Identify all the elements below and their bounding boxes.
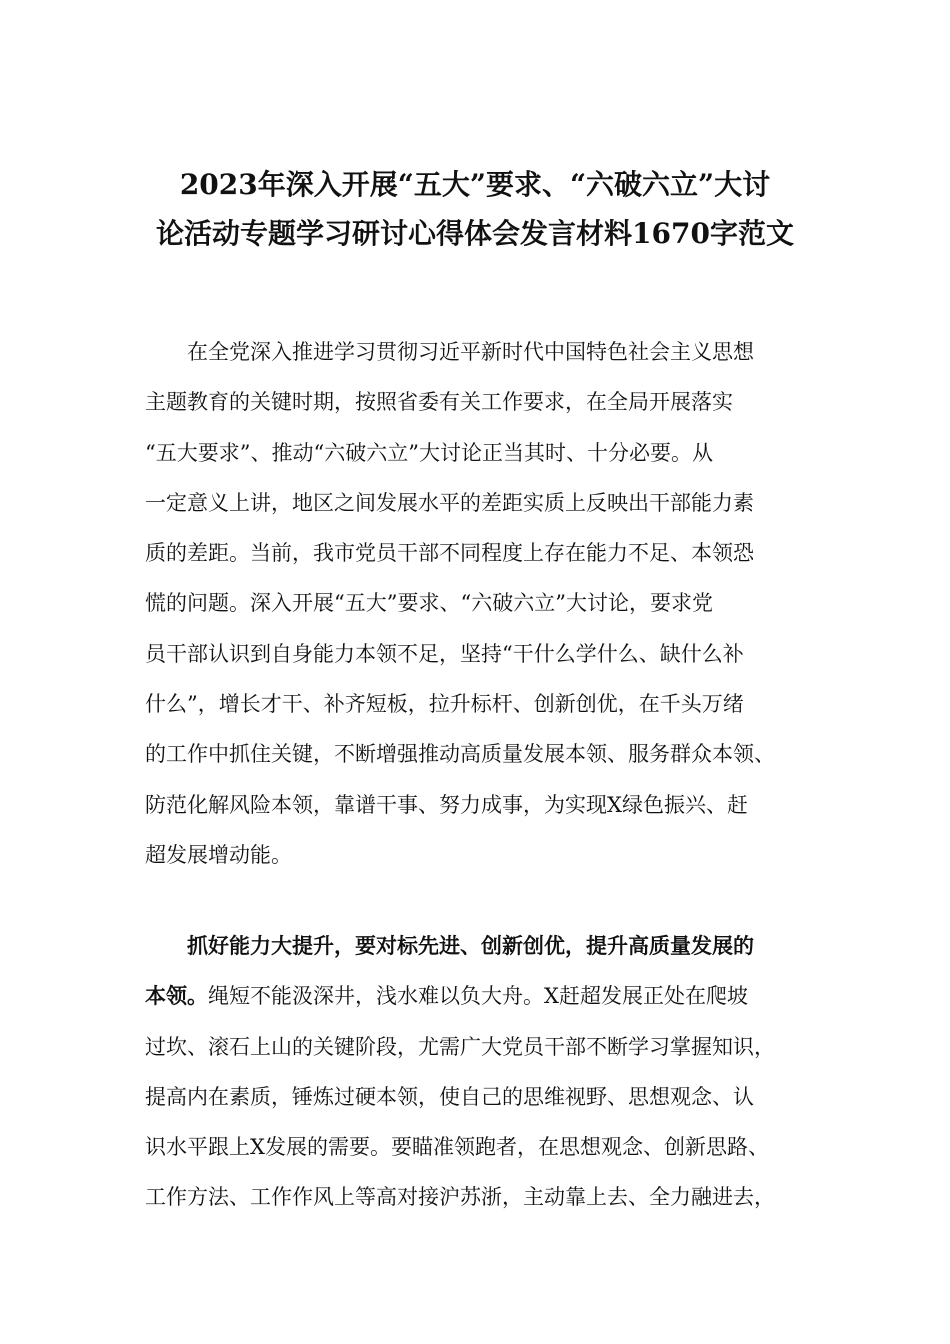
paragraph-line: 提高内在素质，锤炼过硬本领，使自己的思维视野、思想观念、认: [145, 1084, 754, 1109]
paragraph-line: 工作方法、工作作风上等高对接沪苏浙，主动靠上去、全力融进去，: [145, 1185, 775, 1210]
paragraph-line: 质的差距。当前，我市党员干部不同程度上存在能力不足、本领恐: [145, 541, 754, 566]
paragraph-text: 绳短不能汲深井，浅水难以负大舟。X赶超发展正处在爬坡: [208, 984, 748, 1009]
paragraph-line: 一定意义上讲，地区之间发展水平的差距实质上反映出干部能力素: [145, 490, 754, 515]
paragraph-line: 超发展增动能。: [145, 842, 292, 867]
paragraph-line: 慌的问题。深入开展“五大”要求、“六破六立”大讨论，要求党: [145, 591, 713, 616]
paragraph-line: [145, 971, 810, 1021]
title-line: 2023年深入开展“五大”要求、“六破六立”大讨: [179, 168, 771, 201]
paragraph-line: “五大要求”、推动“六破六立”大讨论正当其时、十分必要。从: [145, 440, 713, 465]
paragraph-line: 什么”，增长才干、补齐短板，拉升标杆、创新创优，在千头万绪: [145, 692, 744, 717]
paragraph-line: 识水平跟上X发展的需要。要瞄准领跑者，在思想观念、创新思路、: [145, 1135, 769, 1160]
paragraph-line: 的工作中抓住关键，不断增强推动高质量发展本领、服务群众本领、: [145, 742, 775, 767]
paragraph-line: 过坎、滚石上山的关键阶段，尤需广大党员干部不断学习掌握知识，: [145, 1034, 775, 1059]
paragraph-lead-heading-end: 本领。: [145, 983, 208, 1009]
paragraph-line: 员干部认识到自身能力本领不足，坚持“干什么学什么、缺什么补: [145, 641, 744, 666]
paragraph-line: 主题教育的关键时期，按照省委有关工作要求，在全局开展落实: [145, 390, 733, 415]
body-paragraph-intro: [145, 327, 810, 880]
paragraph-line: 防范化解风险本领，靠谱干事、努力成事，为实现X绿色振兴、赶: [145, 792, 748, 817]
title-line: 论活动专题学习研讨心得体会发言材料1670字范文: [156, 217, 794, 250]
body-paragraph-capability: [145, 921, 810, 1223]
document-title: [110, 160, 840, 258]
paragraph-lead-heading: 抓好能力大提升，要对标先进、创新创优，提升高质量发展的: [187, 933, 754, 958]
paragraph-line: 在全党深入推进学习贯彻习近平新时代中国特色社会主义思想: [187, 340, 754, 364]
